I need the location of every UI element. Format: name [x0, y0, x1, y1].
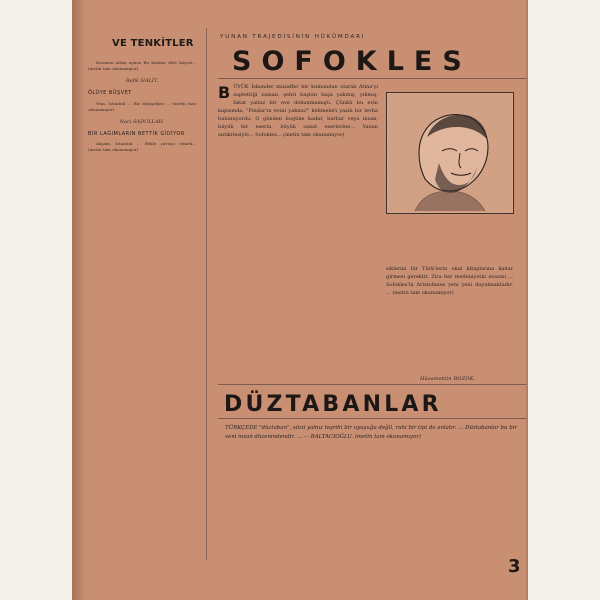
- duztabanlar-article: TÜRKÇEDE "düztaban", sözü yalnız teşrihi bir uyuşuğu değil, ruhi bir tipi de anlatır. ... Düztabanlar bu bir veni insan düzenindendir. ... — BALTACIOĞLU. (metin tam okunamıyor): [225, 425, 517, 440]
- left-text-1: Yeni, İstanbul ... Bir dolaşırken ... (metin tam okunamıyor): [88, 100, 196, 112]
- section-rule-top: [218, 384, 526, 385]
- left-column: [88, 22, 196, 592]
- article-kicker: YUNAN TRAJEDİSİNİN HÜKÜMDARI: [220, 34, 366, 40]
- article-body-left-text: ÜYÜK İskender muzaffer bir kumandan olarak Atina'yı zaptettiği zaman, şehri baştan başa yakmış, yıkmış, fakat yalnız bir eve dokunmamıştı. Çünkü bu evin kapısında, "Pindar'ın evini yakma!" kelimeleri yazılı bir levha bulunuyordu. O günden bugüne kadar, barbar veya insan, büyük bir eserin, büyük sanat eserlerine... Yunan antikitesiyle... Sofokles... (metin tam okunamıyor): [218, 84, 378, 138]
- article-signature: Hüsamettin BOZOK.: [420, 376, 476, 382]
- left-signature-2: Naci SADULLAH.: [119, 118, 165, 125]
- article-headline: SOFOKLES: [232, 46, 472, 77]
- dropcap: B: [218, 83, 231, 102]
- page-number: 3: [508, 556, 521, 577]
- column-divider: [206, 28, 207, 560]
- article-body-right: siklerini bir Türk'lerin okul kitaplarına kadar girmesi gerektir. Zira her medeniyetin esasını ... Sofokles'in Aristofanes yeni yeni duyulmaktadır. ... (metin tam okunamıyor): [386, 266, 513, 296]
- left-section-title: VE TENKİTLER: [112, 38, 194, 49]
- left-signature-1: Refik HALİT.: [125, 78, 159, 85]
- left-intro-text: Kıssanın altını ayırın Bu kitabın dört köşesi... (metin tam okunamıyor): [88, 60, 196, 72]
- sofokles-portrait-illustration: [386, 92, 514, 214]
- section-rule-bottom: [218, 418, 526, 419]
- left-subheading-1: ÖLÜYE BÜŞVET: [88, 90, 132, 97]
- left-text-2: Akşam, İstanbul ... Bekle çavuşu etmek... (metin tam okunamıyor): [88, 141, 196, 153]
- headline-rule: [218, 78, 526, 79]
- section-headline-duztabanlar: DÜZTABANLAR: [224, 392, 442, 417]
- portrait-svg: [387, 93, 513, 213]
- left-subheading-2: BİR LAĞIMLARIN BETTİK GİDİYOR: [88, 131, 185, 138]
